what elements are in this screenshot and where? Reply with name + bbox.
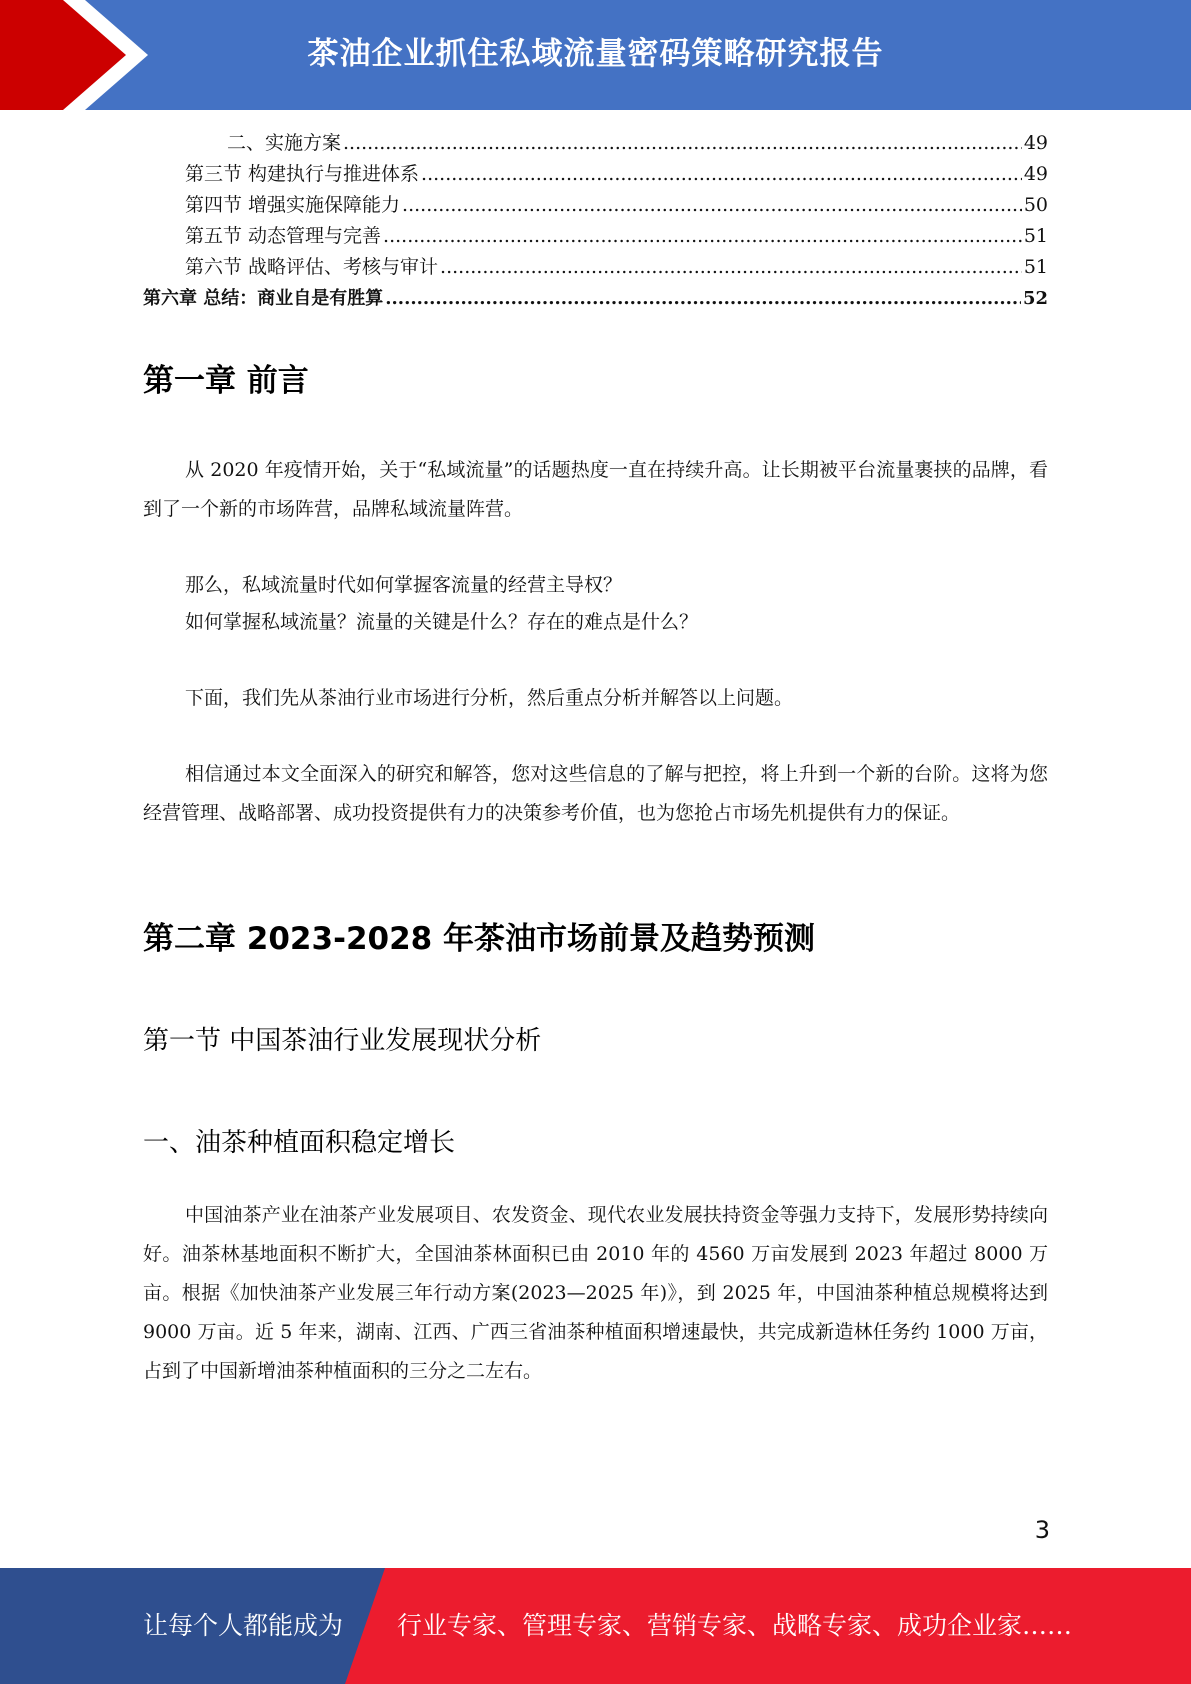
toc-entry-label: 第六章 总结：商业自是有胜算 xyxy=(143,288,384,309)
chapter-1-paragraph: 从 2020 年疫情开始，关于“私域流量”的话题热度一直在持续升高。让长期被平台流量裹挟的品牌，看到了一个新的市场阵营，品牌私域流量阵营。 xyxy=(143,459,1048,520)
toc-leader-dots xyxy=(343,128,1022,159)
toc-entry-chapter[interactable] xyxy=(143,283,1048,314)
toc-entry-label: 第三节 构建执行与推进体系 xyxy=(185,163,420,185)
chapter-1-title: 第一章 前言 xyxy=(143,363,309,399)
footer-slogan-left: 让每个人都能成为 xyxy=(143,1611,344,1640)
toc-entry-label: 第五节 动态管理与完善 xyxy=(185,225,382,247)
toc-leader-dots xyxy=(383,221,1022,252)
table-of-contents xyxy=(143,128,1048,314)
page-header xyxy=(0,0,1191,110)
toc-entry-page: 50 xyxy=(1023,194,1048,216)
chapter-1-paragraph: 下面，我们先从茶油行业市场进行分析，然后重点分析并解答以上问题。 xyxy=(185,687,794,709)
footer-slogan-right: 行业专家、管理专家、营销专家、战略专家、成功企业家…… xyxy=(397,1611,1073,1640)
toc-entry-page: 49 xyxy=(1023,163,1048,185)
chapter-2-paragraph: 中国油茶产业在油茶产业发展项目、农发资金、现代农业发展扶持资金等强力支持下，发展形势持续向好。油茶林基地面积不断扩大，全国油茶林面积已由 2010 年的 4560 万亩发展到 2023 年超过 8000 万亩。根据《加快油茶产业发展三年行动方案(2023—2025 年)》，到 2025 年，中国油茶种植总规模将达到 9000 万亩。近 5 年来，湖南、江西、广西三省油茶种植面积增速最快，共完成新造林任务约 1000 万亩，占到了中国新增油茶种植面积的三分之二左右。 xyxy=(143,1204,1048,1382)
toc-leader-dots xyxy=(385,283,1021,314)
page-number: 3 xyxy=(1034,1516,1050,1544)
section-title: 第一节 中国茶油行业发展现状分析 xyxy=(143,1026,542,1056)
toc-entry-label: 第六节 战略评估、考核与审计 xyxy=(185,256,439,278)
chapter-2-title: 第二章 2023-2028 年茶油市场前景及趋势预测 xyxy=(143,921,816,957)
toc-entry-page: 51 xyxy=(1023,256,1048,278)
toc-leader-dots xyxy=(440,252,1022,283)
toc-entry-page: 49 xyxy=(1023,132,1048,154)
toc-entry[interactable] xyxy=(143,190,1048,221)
toc-entry[interactable] xyxy=(143,252,1048,283)
subsection-title: 一、油茶种植面积稳定增长 xyxy=(143,1128,456,1158)
toc-entry[interactable] xyxy=(143,159,1048,190)
toc-entry-label: 第四节 增强实施保障能力 xyxy=(185,194,401,216)
page-footer xyxy=(0,1568,1191,1684)
header-title: 茶油企业抓住私域流量密码策略研究报告 xyxy=(307,35,884,72)
chapter-1-paragraph: 相信通过本文全面深入的研究和解答，您对这些信息的了解与把控，将上升到一个新的台阶。这将为您经营管理、战略部署、成功投资提供有力的决策参考价值，也为您抢占市场先机提供有力的保证。 xyxy=(143,763,1048,824)
toc-entry-page: 52 xyxy=(1022,288,1048,309)
toc-entry-label: 二、实施方案 xyxy=(227,132,342,154)
toc-entry-page: 51 xyxy=(1023,225,1048,247)
toc-entry[interactable] xyxy=(143,221,1048,252)
chapter-1-paragraph: 如何掌握私域流量？流量的关键是什么？存在的难点是什么？ xyxy=(185,611,699,633)
toc-leader-dots xyxy=(402,190,1022,221)
toc-entry[interactable] xyxy=(143,128,1048,159)
toc-leader-dots xyxy=(421,159,1022,190)
chapter-1-paragraph: 那么，私域流量时代如何掌握客流量的经营主导权？ xyxy=(185,574,623,596)
